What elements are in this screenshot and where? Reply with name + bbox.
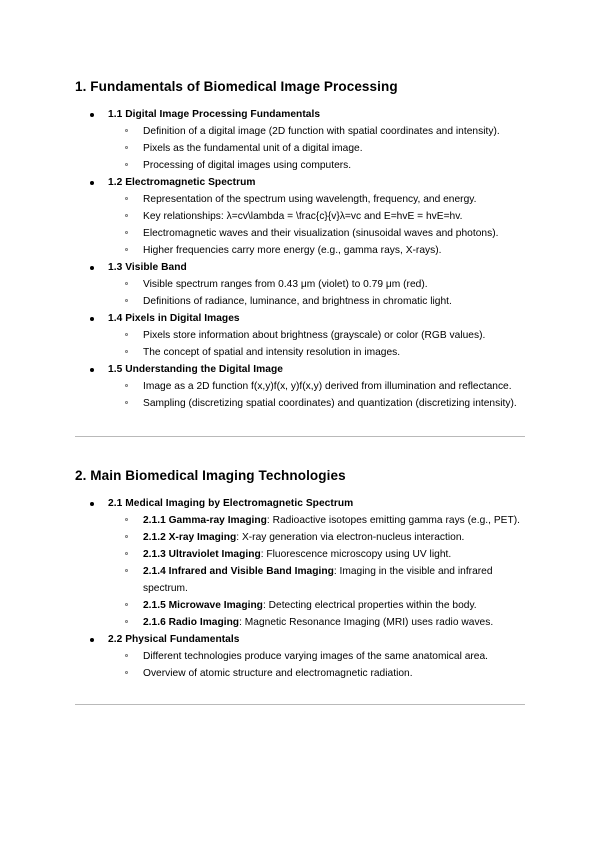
outline-group-label: 1.2 Electromagnetic Spectrum xyxy=(108,177,256,188)
list-item-strong: 2.1.2 X-ray Imaging xyxy=(143,532,237,543)
outline-level-1-list xyxy=(75,495,525,682)
list-item-strong: 2.1.3 Ultraviolet Imaging xyxy=(143,549,261,560)
page-title: 1. Fundamentals of Biomedical Image Processing xyxy=(75,79,398,94)
list-item-text: : Radioactive isotopes emitting gamma rays (e.g., PET). xyxy=(266,515,520,526)
list-item xyxy=(108,395,525,412)
outline-group-label: 1.3 Visible Band xyxy=(108,262,187,273)
list-item-text: Representation of the spectrum using wavelength, frequency, and energy. xyxy=(143,194,477,205)
outline-level-2-list xyxy=(108,378,525,412)
spacer xyxy=(75,437,525,467)
list-item-strong: 2.1.4 Infrared and Visible Band Imaging xyxy=(143,566,334,577)
list-item xyxy=(108,529,525,546)
outline-group xyxy=(75,495,525,631)
list-item-text: Key relationships: λ=cv\lambda = \frac{c}{v}λ=vc and E=hvE = hvE=hv. xyxy=(143,211,463,222)
list-item xyxy=(108,546,525,563)
list-item xyxy=(108,123,525,140)
spacer xyxy=(75,412,525,436)
outline-level-2-list xyxy=(108,123,525,174)
list-item-text: : Detecting electrical properties within the body. xyxy=(262,600,477,611)
outline-group-label: 2.2 Physical Fundamentals xyxy=(108,634,240,645)
spacer xyxy=(75,682,525,704)
list-item-text: Different technologies produce varying images of the same anatomical area. xyxy=(143,651,489,662)
list-item xyxy=(108,597,525,614)
list-item-text: Electromagnetic waves and their visualization (sinusoidal waves and photons). xyxy=(143,228,499,239)
outline-level-2-list xyxy=(108,648,525,682)
outline-group-label: 1.1 Digital Image Processing Fundamentals xyxy=(108,109,321,120)
outline-group xyxy=(75,106,525,174)
list-item-text: Processing of digital images using computers. xyxy=(143,160,352,171)
outline-level-2-list xyxy=(108,191,525,259)
list-item xyxy=(108,140,525,157)
list-item-text: : X-ray generation via electron-nucleus interaction. xyxy=(236,532,465,543)
list-item xyxy=(108,276,525,293)
list-item-text: Sampling (discretizing spatial coordinates) and quantization (discretizing intensity). xyxy=(143,398,517,409)
section-imaging-technologies xyxy=(75,467,525,682)
list-item-strong: 2.1.1 Gamma-ray Imaging xyxy=(143,515,267,526)
list-item xyxy=(108,208,525,225)
list-item xyxy=(108,157,525,174)
section-title: 2. Main Biomedical Imaging Technologies xyxy=(75,468,346,483)
list-item xyxy=(108,614,525,631)
list-item-text: Visible spectrum ranges from 0.43 μm (violet) to 0.79 μm (red). xyxy=(143,279,428,290)
list-item-text: The concept of spatial and intensity resolution in images. xyxy=(143,347,401,358)
list-item xyxy=(108,665,525,682)
outline-group xyxy=(75,174,525,259)
outline-group xyxy=(75,310,525,361)
section-fundamentals xyxy=(75,78,525,412)
list-item xyxy=(108,242,525,259)
outline-group-label: 1.5 Understanding the Digital Image xyxy=(108,364,283,375)
list-item-text: Overview of atomic structure and electromagnetic radiation. xyxy=(143,668,413,679)
outline-group xyxy=(75,361,525,412)
list-item xyxy=(108,378,525,395)
list-item-text: Pixels as the fundamental unit of a digital image. xyxy=(143,143,363,154)
list-item-text: Image as a 2D function f(x,y)f(x, y)f(x,y) derived from illumination and reflectance. xyxy=(143,381,512,392)
list-item-text: Pixels store information about brightness (grayscale) or color (RGB values). xyxy=(143,330,486,341)
list-item-text: : Fluorescence microscopy using UV light. xyxy=(260,549,452,560)
outline-level-2-list xyxy=(108,276,525,310)
list-item xyxy=(108,293,525,310)
list-item xyxy=(108,191,525,208)
outline-level-2-list xyxy=(108,512,525,631)
list-item xyxy=(108,225,525,242)
outline-group-label: 2.1 Medical Imaging by Electromagnetic Spectrum xyxy=(108,498,354,509)
outline-group xyxy=(75,631,525,682)
list-item xyxy=(108,563,525,597)
outline-group xyxy=(75,259,525,310)
list-item-text: Higher frequencies carry more energy (e.g., gamma rays, X-rays). xyxy=(143,245,442,256)
list-item xyxy=(108,648,525,665)
outline-level-2-list xyxy=(108,327,525,361)
outline-level-1-list xyxy=(75,106,525,412)
list-item-text: Definition of a digital image (2D function with spatial coordinates and intensity). xyxy=(143,126,500,137)
list-item xyxy=(108,344,525,361)
list-item-text: Definitions of radiance, luminance, and brightness in chromatic light. xyxy=(143,296,452,307)
list-item xyxy=(108,512,525,529)
list-item xyxy=(108,327,525,344)
list-item-strong: 2.1.5 Microwave Imaging xyxy=(143,600,263,611)
document-body xyxy=(75,78,525,705)
list-item-strong: 2.1.6 Radio Imaging xyxy=(143,617,240,628)
outline-group-label: 1.4 Pixels in Digital Images xyxy=(108,313,240,324)
list-item-text: : Magnetic Resonance Imaging (MRI) uses radio waves. xyxy=(239,617,494,628)
list-item-text: : Imaging in the visible and infrared spectrum. xyxy=(143,566,493,594)
section-divider-bottom xyxy=(75,704,525,705)
